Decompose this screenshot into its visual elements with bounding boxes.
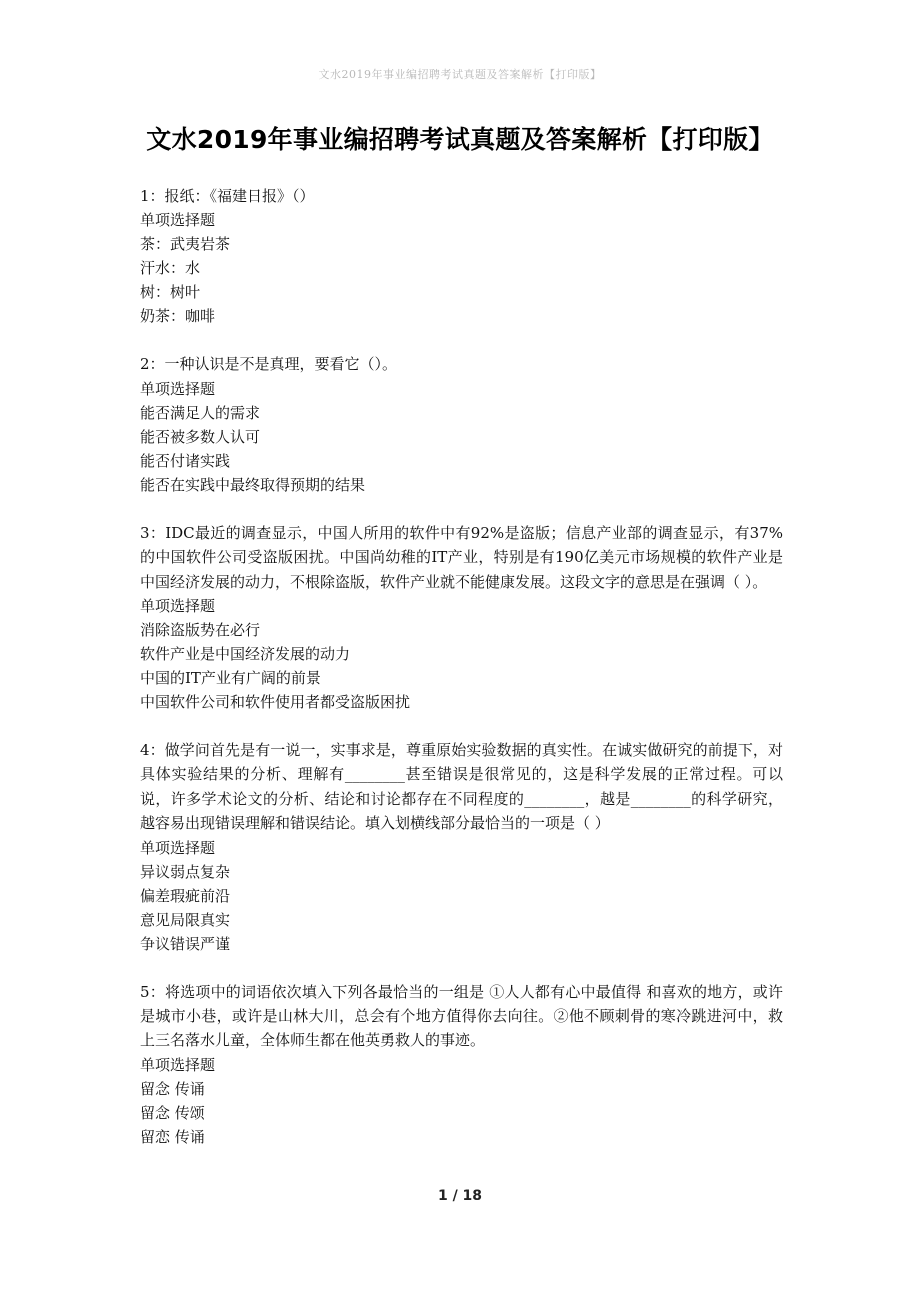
question-2 [140, 352, 783, 496]
option: 奶茶：咖啡 [140, 307, 216, 326]
question-3 [140, 521, 783, 714]
question-5 [140, 980, 783, 1149]
option: 留念 传诵 [140, 1079, 205, 1098]
option: 异议弱点复杂 [140, 862, 231, 881]
question-4 [140, 738, 783, 956]
option: 能否被多数人认可 [140, 427, 261, 446]
question-type: 单项选择题 [140, 379, 216, 398]
question-1 [140, 184, 783, 328]
option: 茶：武夷岩茶 [140, 235, 231, 254]
option: 能否在实践中最终取得预期的结果 [140, 475, 366, 494]
option: 能否付诸实践 [140, 451, 231, 470]
option: 偏差瑕疵前沿 [140, 886, 231, 905]
option: 留恋 传诵 [140, 1127, 205, 1146]
question-stem: 4：做学问首先是有一说一，实事求是，尊重原始实验数据的真实性。在诚实做研究的前提下，对具体实验结果的分析、理解有________甚至错误是很常见的，这是科学发展的正常过程。可以说，许多学术论文的分析、结论和讨论都存在不同程度的________，越是________的科学研究，越容易出现错误理解和错误结论。填入划横线部分最恰当的一项是（ ） [140, 741, 783, 833]
question-list [140, 184, 783, 1173]
question-type: 单项选择题 [140, 838, 216, 857]
option: 中国软件公司和软件使用者都受盗版困扰 [140, 693, 411, 712]
option: 软件产业是中国经济发展的动力 [140, 645, 351, 664]
option: 汗水：水 [140, 259, 201, 278]
question-type: 单项选择题 [140, 211, 216, 230]
option: 中国的IT产业有广阔的前景 [140, 669, 321, 688]
question-stem: 3：IDC最近的调查显示，中国人所用的软件中有92%是盗版；信息产业部的调查显示，有37%的中国软件公司受盗版困扰。中国尚幼稚的IT产业，特别是有190亿美元市场规模的软件产业是中国经济发展的动力，不根除盗版，软件产业就不能健康发展。这段文字的意思是在强调（ ）。 [140, 523, 783, 591]
question-stem: 2：一种认识是不是真理，要看它（）。 [140, 355, 398, 374]
option: 留念 传颂 [140, 1103, 205, 1122]
option: 争议错误严谨 [140, 934, 231, 953]
running-header: 文水2019年事业编招聘考试真题及答案解析【打印版】 [318, 68, 602, 81]
option: 树：树叶 [140, 283, 201, 302]
question-stem: 1：报纸：《福建日报》（） [140, 187, 315, 205]
page-number: 1 / 18 [437, 1188, 483, 1204]
option: 意见局限真实 [140, 910, 231, 929]
document-title: 文水2019年事业编招聘考试真题及答案解析【打印版】 [146, 125, 774, 154]
option: 能否满足人的需求 [140, 403, 261, 422]
option: 消除盗版势在必行 [140, 621, 261, 640]
question-type: 单项选择题 [140, 597, 216, 616]
question-type: 单项选择题 [140, 1055, 216, 1074]
question-stem: 5：将选项中的词语依次填入下列各最恰当的一组是 ①人人都有心中最值得 和喜欢的地方，或许是城市小巷，或许是山林大川，总会有个地方值得你去向往。②他不顾刺骨的寒冷跳进河中，救上三名落水儿童，全体师生都在他英勇救人的事迹。 [140, 982, 783, 1050]
